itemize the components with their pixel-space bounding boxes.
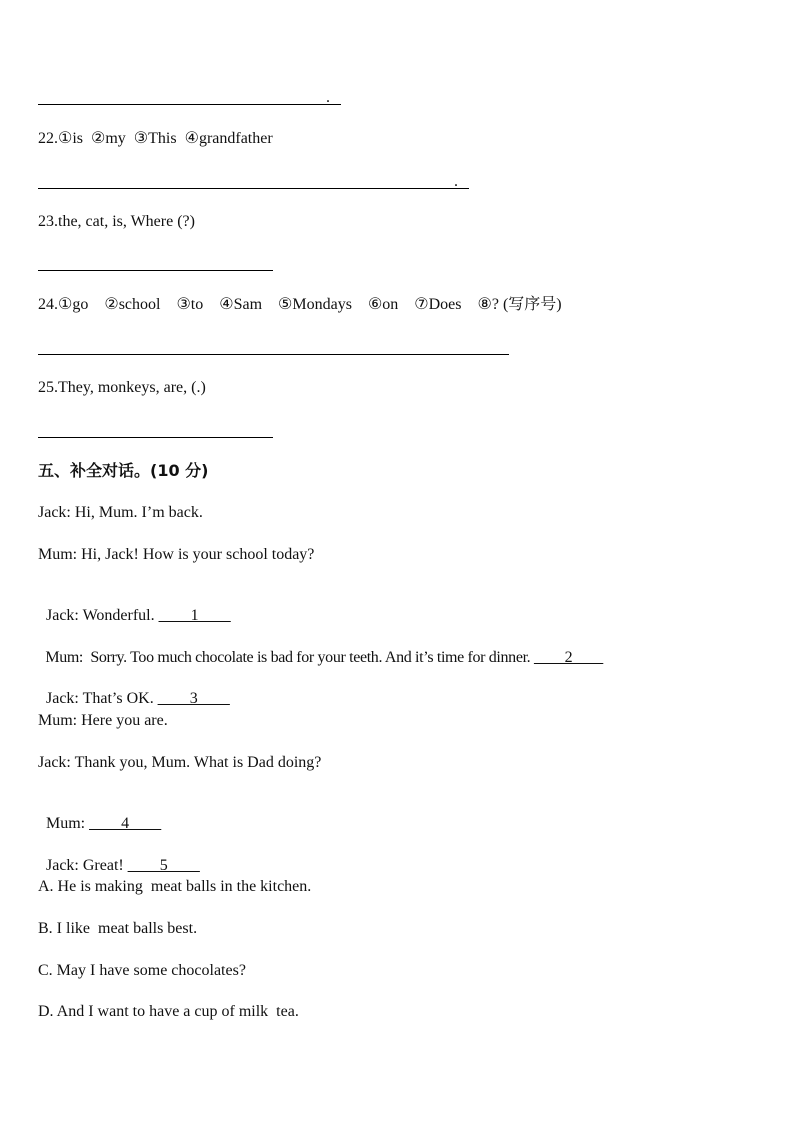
dialogue-text: Jack: Great! (46, 857, 124, 874)
answer-line-21[interactable] (38, 104, 341, 105)
dialogue-line (38, 836, 200, 876)
dialogue-line: Mum: Hi, Jack! How is your school today? (38, 546, 315, 563)
option-c: C. May I have some chocolates? (38, 962, 246, 979)
answer-line-25[interactable] (38, 437, 273, 438)
blank-1[interactable]: ____1____ (158, 607, 231, 624)
dialogue-line (38, 628, 603, 668)
dialogue-text: Mum: (46, 815, 86, 832)
question-25: 25.They, monkeys, are, (.) (38, 379, 206, 396)
answer-line-24[interactable] (38, 354, 509, 355)
question-23: 23.the, cat, is, Where (?) (38, 213, 195, 230)
dialogue-text: Jack: Wonderful. (46, 607, 155, 624)
blank-4[interactable]: ____4____ (89, 815, 162, 832)
answer-line-22[interactable] (38, 188, 469, 189)
dialogue-line (38, 586, 231, 626)
dialogue-line: Jack: Hi, Mum. I’m back. (38, 504, 203, 521)
answer-end-mark: . (454, 173, 458, 190)
question-24: 24.①go ②school ③to ④Sam ⑤Mondays ⑥on ⑦Does ⑧? (写序号) (38, 296, 562, 313)
dialogue-text: Mum: Sorry. Too much chocolate is bad for your teeth. And it’s time for dinner. (45, 649, 531, 666)
option-b: B. I like meat balls best. (38, 920, 198, 937)
option-a: A. He is making meat balls in the kitchen. (38, 878, 312, 895)
option-d: D. And I want to have a cup of milk tea. (38, 1003, 299, 1020)
blank-5[interactable]: ____5____ (127, 857, 200, 874)
blank-2[interactable]: ____2____ (534, 649, 603, 666)
section-heading: 五、补全对话。(10 分) (38, 461, 209, 480)
blank-3[interactable]: ____3____ (157, 690, 230, 707)
dialogue-text: Jack: That’s OK. (46, 690, 154, 707)
dialogue-line: Mum: Here you are. (38, 712, 168, 729)
answer-end-mark: . (326, 89, 330, 106)
answer-line-23[interactable] (38, 270, 273, 271)
dialogue-line: Jack: Thank you, Mum. What is Dad doing? (38, 754, 322, 771)
question-22: 22.①is ②my ③This ④grandfather (38, 130, 273, 147)
dialogue-line (38, 669, 230, 709)
dialogue-line (38, 794, 161, 834)
